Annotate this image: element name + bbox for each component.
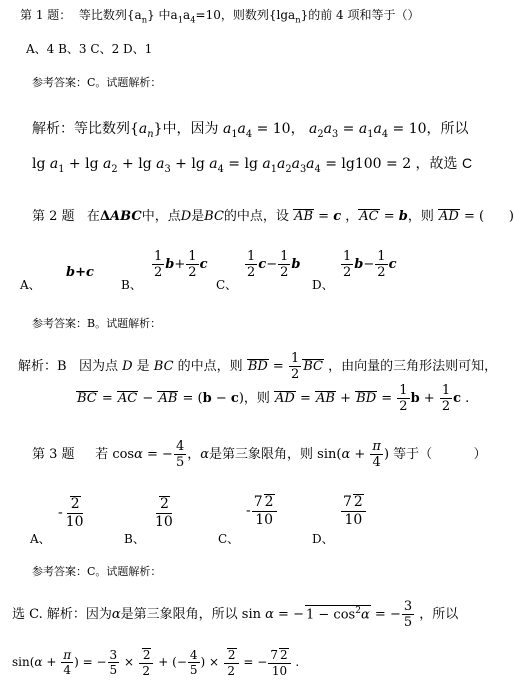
q1-analysis-1: 解析：等比数列$\{a_n\}$中，因为 $a_1a_4 = 10$， $a_2a_3 = a_1a_4 = 10$，所以 xyxy=(32,121,469,140)
q2-option-d-label: D、 xyxy=(312,278,334,292)
q2-option-b-label: B、 xyxy=(121,278,142,292)
q2-stem: 第 2 题 在ΔABC中，点D是BC的中点，设 AB = c ，AC = b，则 AD = ( ) xyxy=(32,209,514,224)
q3-answer-label: 参考答案：C。试题解析： xyxy=(32,565,162,578)
q3-stem: 第 3 题 若 cosα = − $\frac{4}{5}$ ，α是第三象限角，则 sin(α + $\frac{\pi}{4}$ ) 等于（ ） xyxy=(32,439,487,470)
q3-option-a-label: A、 xyxy=(30,532,51,546)
q1-options: A、4 B、3 C、2 D、1 xyxy=(26,42,153,56)
q3-option-a-value: - $\frac{2}{10}$ xyxy=(58,496,84,531)
q1-answer-label: 参考答案：C。试题解析： xyxy=(32,76,162,89)
q2-option-d-value: $\frac{1}{2}$ b− $\frac{1}{2}$ c xyxy=(343,249,397,280)
q3-option-d-value: $\frac{7 2}{10}$ xyxy=(340,494,367,527)
q3-option-b-value: $\frac{2}{10}$ xyxy=(155,496,173,531)
q2-option-c-label: C、 xyxy=(216,278,238,292)
q3-option-c-label: C、 xyxy=(218,532,240,546)
q2-analysis-2: BC = AC − AB = (b − c)，则 AD = AB + BD = $\frac{1}{2}$ b + $\frac{1}{2}$ c . xyxy=(77,383,470,414)
q3-analysis-1: 选 C. 解析：因为α是第三象限角，所以 sin α = − $1 - \cos^2\alpha$ = − $\frac{3}{5}$ ，所以 xyxy=(12,599,459,630)
q2-answer-label: 参考答案：B。试题解析： xyxy=(32,317,162,330)
q2-option-c-value: $\frac{1}{2}$ c− $\frac{1}{2}$ b xyxy=(247,249,301,280)
q2-analysis-1: 解析：B 因为点 D 是 BC 的中点，则 BD = $\frac{1}{2}$ BC ，由向量的三角形法则可知， xyxy=(18,351,498,382)
q3-option-b-label: B、 xyxy=(124,532,145,546)
q3-analysis-2: sin(α + $\frac{\pi}{4}$ ) = − $\frac{3}{5}$ × $\frac{2}{2}$ + (− $\frac{4}{5}$ ) × $\frac{2}{2}$ = − $\frac{7 2}{10}$ . xyxy=(12,648,300,679)
q3-option-d-label: D、 xyxy=(312,532,334,546)
q2-option-a-value: b+c xyxy=(66,265,94,280)
q3-option-c-value: - $\frac{7 2}{10}$ xyxy=(246,494,278,527)
q2-option-b-value: $\frac{1}{2}$ b+ $\frac{1}{2}$ c xyxy=(154,249,208,280)
q1-analysis-2: $\lg a_1 + \lg a_2 + \lg a_3 + \lg a_4 = \lg a_1a_2a_3a_4 = \lg 100 = 2$ ，故选 C xyxy=(32,155,473,175)
q1-stem: 第 1 题： 等比数列$\{a_n\}$ 中$a_1a_4=10$，则数列{lga$_n$}的前 4 项和等于（） xyxy=(20,8,420,25)
q2-option-a-label: A、 xyxy=(20,278,41,292)
